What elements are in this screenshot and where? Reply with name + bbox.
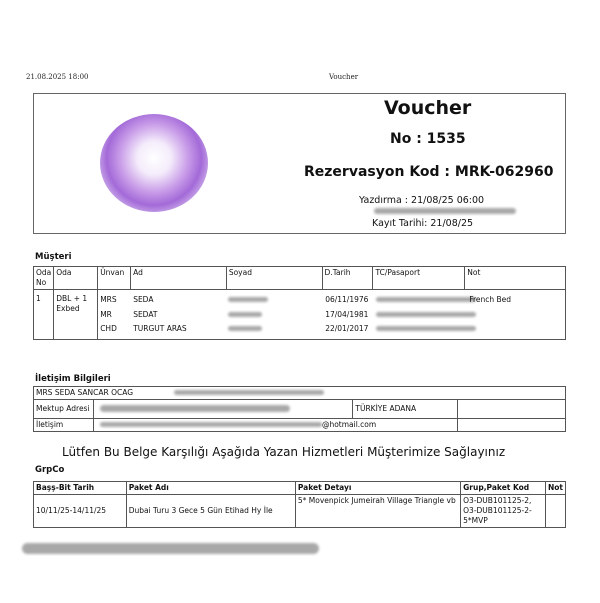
guest-name: SEDAT [133,310,158,319]
guest-title: MR [100,310,112,319]
redacted-name [174,390,324,395]
company-logo [100,114,208,212]
header-dob: D.Tarih [322,267,373,290]
guest-name: TURGUT ARAS [133,324,187,333]
header-room: Oda [54,267,98,290]
header-package-detail: Paket Detayı [295,482,460,495]
header-group-code: Grup,Paket Kod [461,482,546,495]
voucher-header-box [33,93,566,234]
room-no-cell: 1 [34,290,54,340]
package-note [545,495,565,528]
reservation-code: Rezervasyon Kod : MRK-062960 [304,164,554,180]
redacted-line [374,208,516,214]
customer-section-title: Müşteri [35,252,72,262]
address-label: Mektup Adresi [34,400,94,419]
package-detail: 5* Movenpick Jumeirah Village Triangle vb [295,495,460,528]
redacted-id [376,312,476,317]
guest-name: SEDA [133,295,154,304]
redacted-surname [228,312,262,317]
contact-name: MRS SEDA SANCAR OCAG [36,388,134,397]
header-note: Not [545,482,565,495]
voucher-title: Voucher [384,97,472,119]
guest-dob: 06/11/1976 [325,295,369,304]
voucher-number: No : 1535 [390,131,466,147]
registration-date: Kayıt Tarihi: 21/08/25 [372,218,474,229]
header-title: Ünvan [98,267,131,290]
header-name: Ad [131,267,227,290]
guest-title: MRS [100,295,117,304]
package-name: Dubai Turu 3 Gece 5 Gün Etihad Hy İle [126,495,295,528]
table-row [34,290,566,340]
header-dates: Başş-Bit Tarih [34,482,127,495]
guest-dob: 17/04/1981 [325,310,369,319]
redacted-surname [228,297,268,302]
print-datetime: 21.08.2025 18:00 [26,73,89,81]
redacted-address [100,405,290,412]
table-row [34,495,566,528]
package-table [33,481,566,528]
city-value: TÜRKİYE ADANA [353,400,458,419]
contact-label: İletişim [34,419,94,432]
service-notice: Lütfen Bu Belge Karşılığı Aşağıda Yazan Hizmetleri Müşterimize Sağlayınız [62,445,506,459]
header-id: TC/Pasaport [373,267,465,290]
redacted-email [100,422,322,427]
guest-title: CHD [100,324,117,333]
customer-table [33,266,566,340]
header-surname: Soyad [226,267,322,290]
package-group-code: O3-DUB101125-2, O3-DUB101125-2-5*MVP [461,495,546,528]
print-title: Voucher [329,73,359,81]
header-room-no: Oda No [34,267,54,290]
header-note: Not [465,267,566,290]
contact-table [33,386,566,432]
contact-section-title: İletişim Bilgileri [35,374,111,384]
guest-dob: 22/01/2017 [325,324,369,333]
redacted-surname [228,326,262,331]
email-suffix: @hotmail.com [321,420,377,429]
redacted-id [376,297,476,302]
package-dates: 10/11/25-14/11/25 [34,495,127,528]
redacted-footer [22,543,319,554]
print-date: Yazdırma : 21/08/25 06:00 [359,195,485,206]
room-type-cell: DBL + 1 Exbed [54,290,98,340]
redacted-id [376,326,476,331]
header-package-name: Paket Adı [126,482,295,495]
package-section-title: GrpCo [35,465,65,475]
guest-note: French Bed [469,295,512,304]
